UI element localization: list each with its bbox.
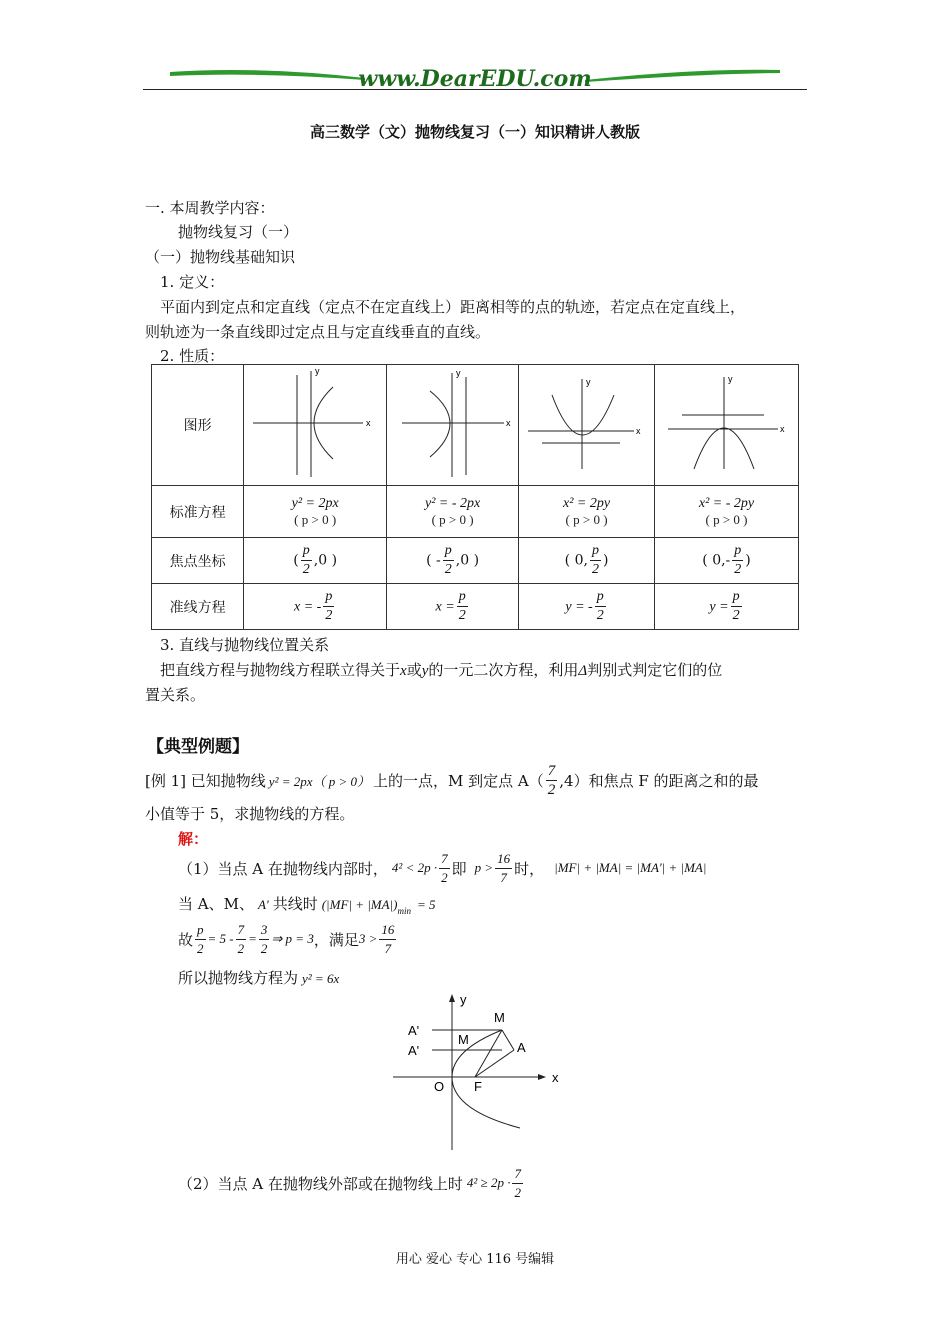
title-tail: 人教版 <box>595 123 641 141</box>
equation: y² = 2px <box>291 495 339 511</box>
row-label: 焦点坐标 <box>152 538 244 584</box>
logo-text: www.DearEDU.com <box>358 66 592 92</box>
parabola-focus-figure <box>390 990 570 1155</box>
footer-text: 用心 爱心 专心 116 号编辑 <box>395 1252 555 1267</box>
equation-cell <box>387 486 519 538</box>
condition: ( p > 0 ) <box>565 511 608 527</box>
relation-line2: 置关系。 <box>145 686 206 704</box>
title-main: 高三数学（文）抛物线复习（一）知识精讲 <box>309 123 595 141</box>
case1-line3: 故 $\frac{p}{2}$ = 5 - $\frac{7}{2}$ = $\frac{3}{2}$ ⇒ p = 3 ，满足 3 > $\frac{16}{7}$ <box>178 921 395 956</box>
svg-text:x: x <box>505 418 511 428</box>
condition: ( p > 0 ) <box>294 511 337 527</box>
svg-text:x: x <box>366 418 371 428</box>
table-row <box>152 365 799 486</box>
example-1-line1: [例 1] 已知抛物线 y² = 2px（ p > 0） 上的一点，M 到定点 A（ $\frac{7}{2}$ ,4）和焦点 F 的距离之和的最 <box>145 762 759 798</box>
directrix-cell: x = $\frac{p}{2}$ <box>387 584 519 630</box>
relation-line1: 把直线方程与抛物线方程联立得关于x或y的一元二次方程，利用Δ判别式判定它们的位 <box>160 661 723 679</box>
row-label: 准线方程 <box>152 584 244 630</box>
equation: x² = - 2py <box>698 495 755 511</box>
parabola-left-graph <box>388 365 518 481</box>
svg-text:F: F <box>474 1079 482 1094</box>
case2-line: （2）当点 A 在抛物线外部或在抛物线上时 4² ≥ 2p · $\frac{7}{2}$ <box>178 1165 521 1200</box>
def-line2: 则轨迹为一条直线即过定点且与定直线垂直的直线。 <box>145 323 491 341</box>
svg-text:x: x <box>552 1070 559 1085</box>
svg-text:A': A' <box>408 1043 420 1058</box>
directrix-cell: y = $\frac{p}{2}$ <box>655 584 799 630</box>
parabola-down-graph <box>656 365 798 481</box>
svg-text:M: M <box>494 1010 505 1025</box>
svg-text:M: M <box>458 1032 469 1047</box>
table-row <box>152 538 799 584</box>
case1-line2: 当 A、M、 A' 共线时 (|MF| + |MA|) min = 5 <box>178 895 436 916</box>
svg-text:O: O <box>434 1079 445 1094</box>
equation: x² = 2py <box>563 495 611 511</box>
header-logo <box>140 62 810 92</box>
equation-cell <box>519 486 655 538</box>
properties-table <box>151 364 799 630</box>
svg-text:A': A' <box>408 1023 420 1038</box>
row-label: 标准方程 <box>152 486 244 538</box>
graph-up-open <box>519 365 655 486</box>
case1-line: （1）当点 A 在抛物线内部时， 4² < 2p · $\frac{7}{2}$ 即 p > $\frac{16}{7}$ 时， |MF| + |MA| = |MA'| + |MA| <box>178 850 707 885</box>
focus-cell: ( 0,- $\frac{p}{2}$ ) <box>655 538 799 584</box>
focus-cell: ( - $\frac{p}{2}$ ,0 ) <box>387 538 519 584</box>
page-title <box>0 121 950 142</box>
equation: y² = - 2px <box>424 495 481 511</box>
svg-text:y: y <box>585 377 591 387</box>
graph-down-open <box>655 365 799 486</box>
focus-cell: ( $\frac{p}{2}$ ,0 ) <box>244 538 387 584</box>
prop-heading: 2. 性质： <box>160 347 225 365</box>
def-heading: 1. 定义： <box>160 273 225 291</box>
table-row <box>152 584 799 630</box>
table-row <box>152 486 799 538</box>
graph-right-open <box>244 365 387 486</box>
svg-text:y: y <box>460 992 467 1007</box>
equation-cell <box>244 486 387 538</box>
svg-text:A: A <box>517 1040 526 1055</box>
svg-text:y: y <box>727 374 733 384</box>
condition: ( p > 0 ) <box>431 511 474 527</box>
graph-left-open <box>387 365 519 486</box>
parabola-right-graph <box>245 365 385 481</box>
relation-heading: 3. 直线与抛物线位置关系 <box>160 636 330 654</box>
directrix-cell: x = - $\frac{p}{2}$ <box>244 584 387 630</box>
header-rule <box>143 89 807 90</box>
focus-cell: ( 0, $\frac{p}{2}$ ) <box>519 538 655 584</box>
svg-text:x: x <box>779 424 785 434</box>
example-1-line2: 小值等于 5，求抛物线的方程。 <box>145 805 355 823</box>
parabola-up-graph <box>520 365 654 481</box>
condition: ( p > 0 ) <box>705 511 748 527</box>
section-1-sub: 抛物线复习（一） <box>178 223 299 241</box>
directrix-cell: y = - $\frac{p}{2}$ <box>519 584 655 630</box>
section-2: （一）抛物线基础知识 <box>145 248 296 266</box>
svg-text:y: y <box>455 368 461 378</box>
svg-text:y: y <box>315 366 320 376</box>
solution-label: 解： <box>178 830 209 848</box>
svg-text:x: x <box>635 426 641 436</box>
case1-line4: 所以抛物线方程为 y² = 6x <box>178 969 340 987</box>
example-figure <box>390 990 570 1155</box>
logo-swoosh-icon <box>140 62 810 92</box>
section-1: 一. 本周教学内容： <box>145 199 275 217</box>
row-label: 图形 <box>152 365 244 486</box>
examples-heading: 【典型例题】 <box>147 737 249 757</box>
def-line1: 平面内到定点和定直线（定点不在定直线上）距离相等的点的轨迹，若定点在定直线上， <box>160 298 746 316</box>
equation-cell <box>655 486 799 538</box>
